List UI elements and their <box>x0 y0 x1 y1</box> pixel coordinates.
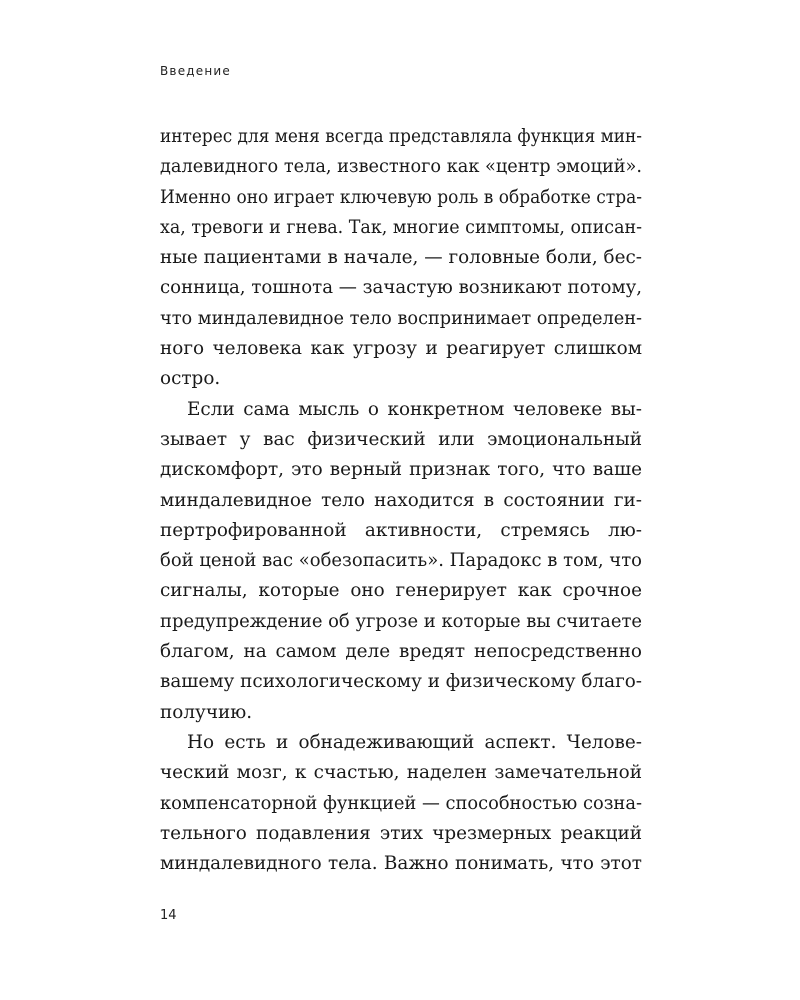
text-line: ческий мозг, к счастью, наделен замечательной <box>160 762 642 784</box>
text-line: Но есть и обнадеживающий аспект. Челове- <box>187 731 642 753</box>
text-line: Именно оно играет ключевую роль в обработке стра- <box>160 186 643 208</box>
text-line: интерес для меня всегда представляла функция мин- <box>160 126 643 147</box>
text-line: Если сама мысль о конкретном человеке вы- <box>187 398 643 420</box>
text-line: ного человека как угрозу и реагирует слишком <box>160 338 642 360</box>
text-line: что миндалевидное тело воспринимает определен- <box>160 307 642 329</box>
text-line: получию. <box>160 701 253 723</box>
body-text <box>160 122 642 879</box>
text-line: ха, тревоги и гнева. Так, многие симптомы, описан- <box>160 216 643 238</box>
text-line: далевидного тела, известного как «центр эмоций». <box>160 156 643 178</box>
page-number: 14 <box>160 908 177 923</box>
text-line: благом, на самом деле вредят непосредственно <box>160 641 643 663</box>
text-line: тельного подавления этих чрезмерных реакций <box>160 822 642 844</box>
text-line: сигналы, которые оно генерирует как срочное <box>160 580 642 602</box>
text-line: миндалевидное тело находится в состоянии ги- <box>160 489 642 511</box>
text-line: пертрофированной активности, стремясь лю- <box>160 519 642 541</box>
text-line: ные пациентами в начале, — головные боли, бес- <box>160 247 643 269</box>
text-line: миндалевидного тела. Важно понимать, что этот <box>160 853 642 875</box>
text-line: предупреждение об угрозе и которые вы считаете <box>160 610 643 632</box>
text-line: компенсаторной функцией — способностью созна- <box>160 792 642 814</box>
text-line: зывает у вас физический или эмоциональный <box>160 428 643 450</box>
text-line: бой ценой вас «обезопасить». Парадокс в том, что <box>160 550 642 572</box>
text-line: остро. <box>160 368 221 390</box>
running-head: Введение <box>160 64 231 78</box>
text-line: сонница, тошнота — зачастую возникают потому, <box>160 277 643 299</box>
text-line: вашему психологическому и физическому благо- <box>160 671 642 693</box>
text-line: дискомфорт, это верный признак того, что ваше <box>160 459 643 481</box>
